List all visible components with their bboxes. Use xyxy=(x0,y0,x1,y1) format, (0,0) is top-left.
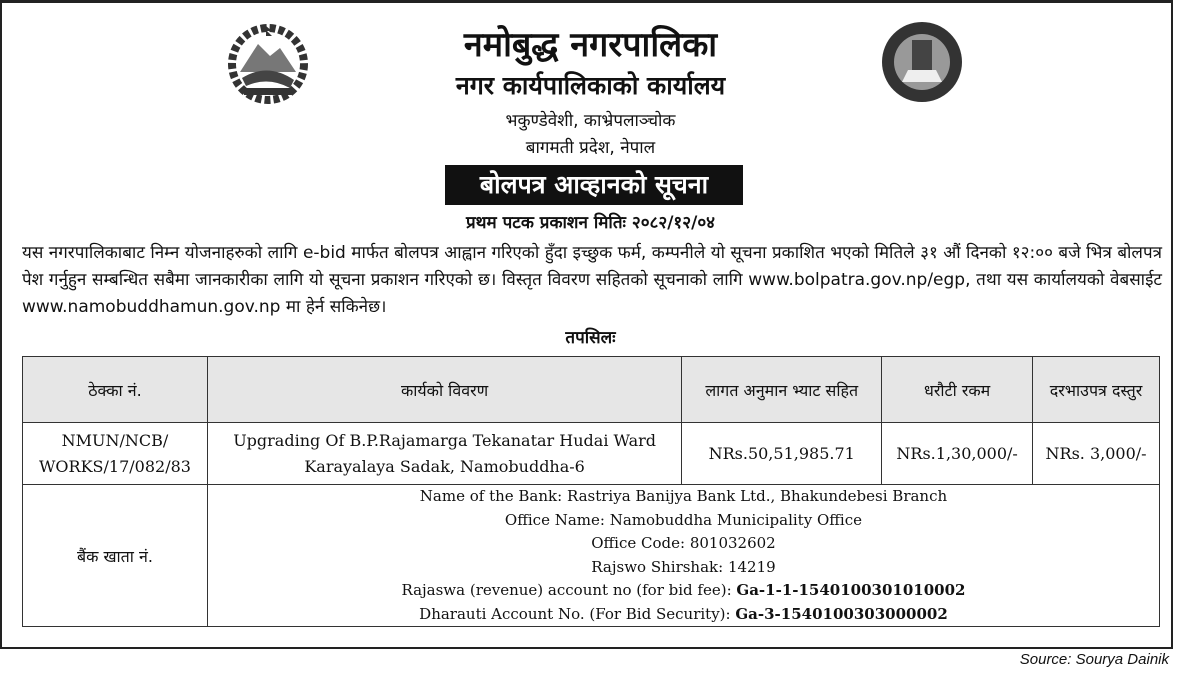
source-credit: Source: Sourya Dainik xyxy=(1019,651,1169,668)
deposit-amount: NRs.1,30,000/- xyxy=(882,423,1033,485)
bank-office-code: Office Code: 801032602 xyxy=(591,534,776,552)
bank-details xyxy=(207,485,1159,627)
tender-table xyxy=(22,356,1160,627)
municipality-name: नमोबुद्ध नगरपालिका xyxy=(463,25,718,65)
revenue-account-number: Ga-1-1-1540100301010002 xyxy=(736,581,966,599)
header-contract-no: ठेक्का नं. xyxy=(23,357,208,423)
cost-estimate: NRs.50,51,985.71 xyxy=(682,423,882,485)
revenue-account-label: Rajaswa (revenue) account no (for bid fee): xyxy=(401,581,737,599)
bank-label: बैंक खाता नं. xyxy=(23,485,208,627)
table-header-row xyxy=(23,357,1160,423)
notice-paragraph: यस नगरपालिकाबाट निम्न योजनाहरुको लागि e-bid मार्फत बोलपत्र आह्वान गरिएको हुँदा इच्छुक फर्म, कम्पनीले यो सूचना प्रकाशित भएको मितिले ३१ औं दिनको १२:०० बजे भित्र बोलपत्र पेश गर्नुहुन सम्बन्धित सबैमा जानकारीका लागि यो सूचना प्रकाशन गरिएको छ। विस्तृत विवरण सहितको सूचनाको लागि www.bolpatra.gov.np/egp, तथा यस कार्यालयको वेबसाईट www.namobuddhamun.gov.np मा हेर्न सकिनेछ। xyxy=(22,243,1162,317)
address-line-1: भकुण्डेवेशी, काभ्रेपलाञ्चोक xyxy=(505,111,676,131)
header-cost-estimate: लागत अनुमान भ्याट सहित xyxy=(682,357,882,423)
publish-date: प्रथम पटक प्रकाशन मितिः २०८२/१२/०४ xyxy=(465,213,716,233)
dharauti-account-label: Dharauti Account No. (For Bid Security): xyxy=(419,604,736,623)
header-deposit: धरौटी रकम xyxy=(882,357,1033,423)
dharauti-account-number: Ga-3-1540100303000002 xyxy=(735,604,948,623)
header-bid-fee: दरभाउपत्र दस्तुर xyxy=(1033,357,1160,423)
dharauti-account-line xyxy=(208,603,1159,627)
header-description: कार्यको विवरण xyxy=(207,357,681,423)
bid-fee: NRs. 3,000/- xyxy=(1033,423,1160,485)
office-name: नगर कार्यपालिकाको कार्यालय xyxy=(455,71,726,100)
notice-title: बोलपत्र आव्हानको सूचना xyxy=(445,165,743,205)
rajswo-shirshak: Rajswo Shirshak: 14219 xyxy=(591,557,776,576)
revenue-account-line xyxy=(208,579,1159,603)
bank-office-name: Office Name: Namobuddha Municipality Office xyxy=(504,510,862,529)
contract-no: NMUN/NCB/ WORKS/17/082/83 xyxy=(23,423,208,485)
schedule-label: तपसिलः xyxy=(565,328,616,348)
work-description: Upgrading Of B.P.Rajamarga Tekanatar Hudai Ward Karayalaya Sadak, Namobuddha-6 xyxy=(207,423,681,485)
table-row xyxy=(23,423,1160,485)
bank-row xyxy=(23,485,1160,627)
bank-name: Name of the Bank: Rastriya Banijya Bank Ltd., Bhakundebesi Branch xyxy=(419,487,948,505)
address-line-2: बागमती प्रदेश, नेपाल xyxy=(525,138,656,158)
